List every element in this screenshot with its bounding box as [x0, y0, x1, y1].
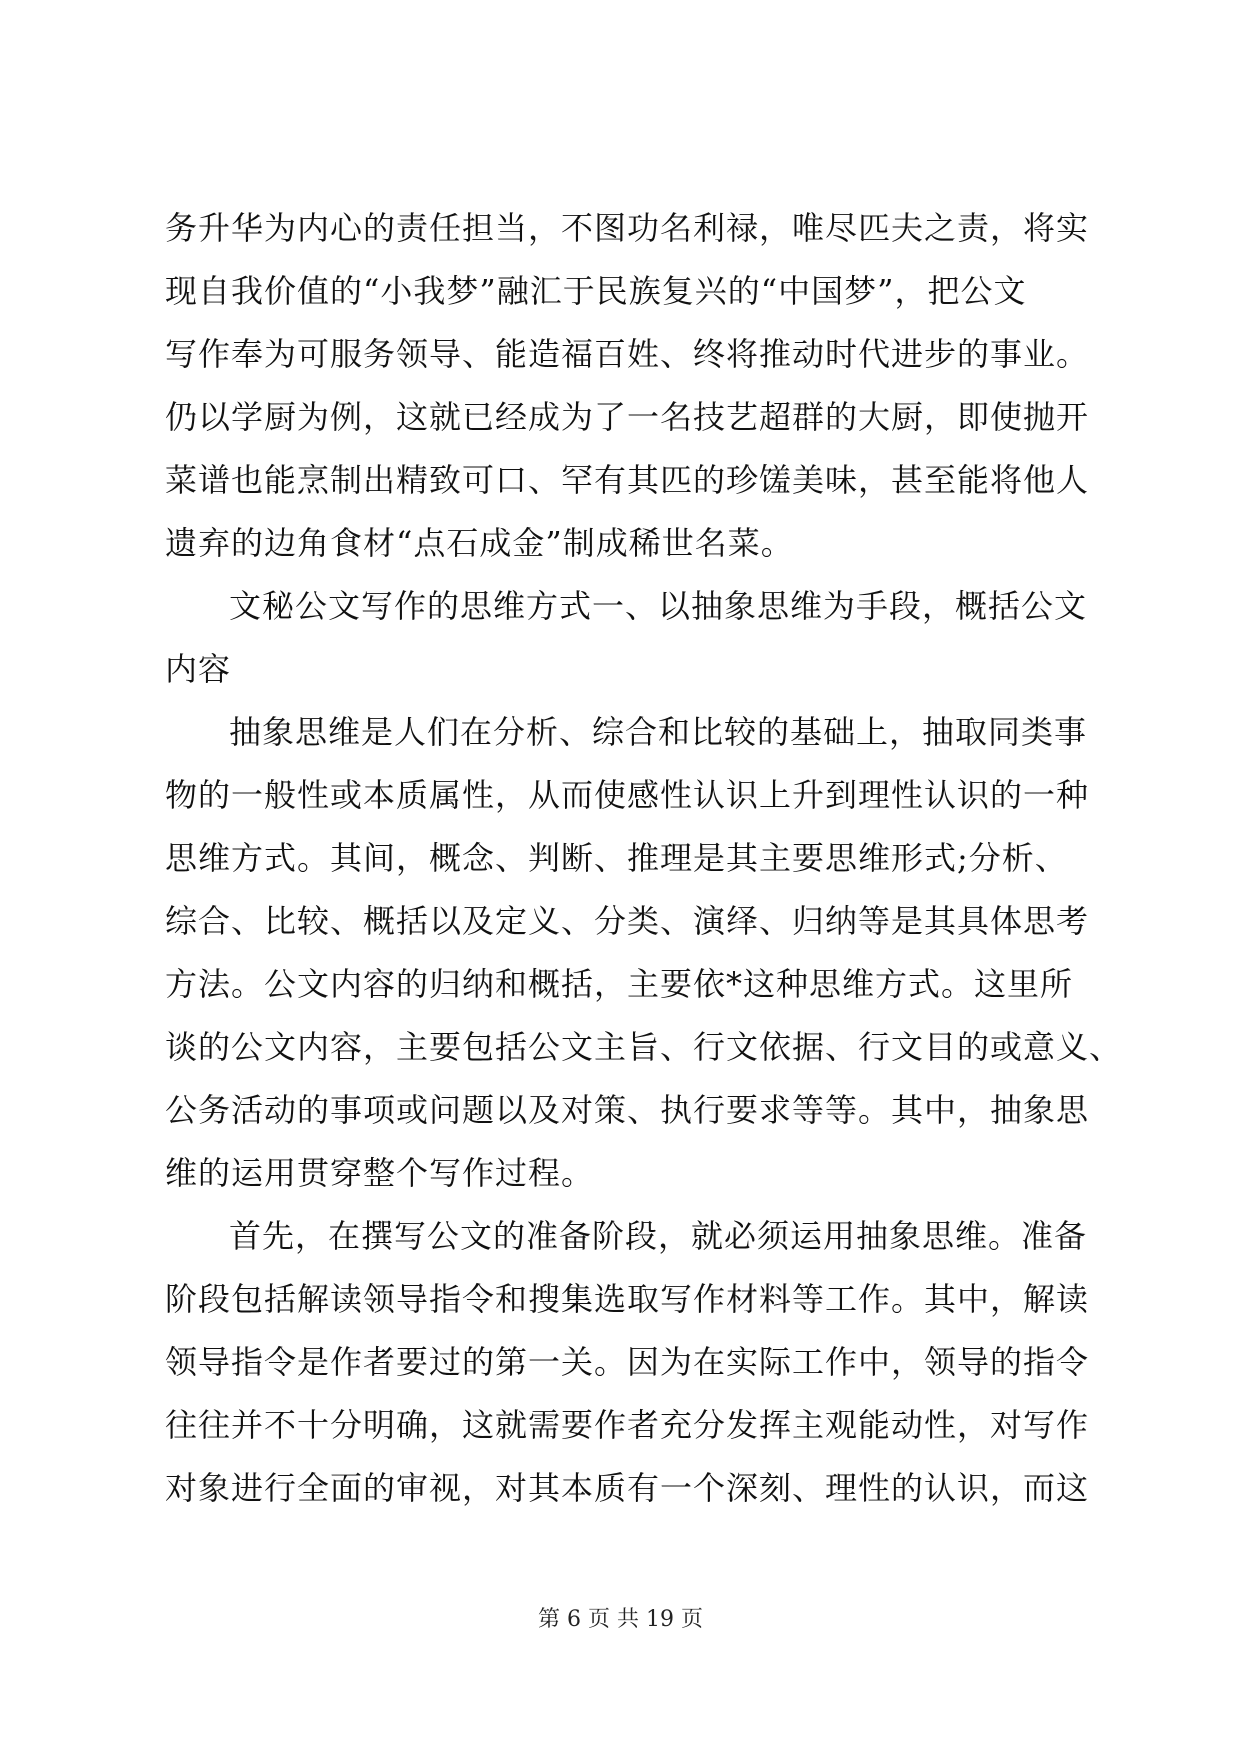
paragraph-heading-line: 内容	[165, 650, 232, 688]
text-line: 抽象思维是人们在分析、综合和比较的基础上，抽取同类事	[229, 713, 1088, 751]
text-line: 综合、比较、概括以及定义、分类、演绎、归纳等是其具体思考	[165, 902, 1090, 940]
page-number-label: 第 6 页 共 19 页	[538, 1607, 703, 1632]
text-line: 对象进行全面的审视，对其本质有一个深刻、理性的认识，而这	[165, 1469, 1090, 1507]
text-line: 方法。公文内容的归纳和概括，主要依*这种思维方式。这里所	[165, 965, 1074, 1003]
text-line: 谈的公文内容，主要包括公文主旨、行文依据、行文目的或意义、	[165, 1028, 1123, 1066]
text-line: 公务活动的事项或问题以及对策、执行要求等等。其中，抽象思	[165, 1091, 1090, 1129]
text-line: 思维方式。其间，概念、判断、推理是其主要思维形式;分析、	[165, 839, 1068, 877]
text-line: 维的运用贯穿整个写作过程。	[165, 1154, 595, 1192]
text-line: 往往并不十分明确，这就需要作者充分发挥主观能动性，对写作	[165, 1406, 1090, 1444]
text-line: 首先，在撰写公文的准备阶段，就必须运用抽象思维。准备	[229, 1217, 1088, 1255]
text-line: 务升华为内心的责任担当，不图功名利禄，唯尽匹夫之责，将实	[165, 209, 1090, 247]
text-line: 遗弃的边角食材“点石成金”制成稀世名菜。	[165, 524, 794, 562]
text-line: 仍以学厨为例，这就已经成为了一名技艺超群的大厨，即使抛开	[165, 398, 1090, 436]
page-footer	[0, 1605, 1241, 1635]
text-line: 写作奉为可服务领导、能造福百姓、终将推动时代进步的事业。	[165, 335, 1090, 373]
text-line: 领导指令是作者要过的第一关。因为在实际工作中，领导的指令	[165, 1343, 1090, 1381]
text-line: 物的一般性或本质属性，从而使感性认识上升到理性认识的一种	[165, 776, 1090, 814]
text-line: 现自我价值的“小我梦”融汇于民族复兴的“中国梦”，把公文	[165, 272, 1027, 310]
text-line: 菜谱也能烹制出精致可口、罕有其匹的珍馐美味，甚至能将他人	[165, 461, 1090, 499]
paragraph-heading-line: 文秘公文写作的思维方式一、以抽象思维为手段，概括公文	[229, 587, 1088, 625]
text-line: 阶段包括解读领导指令和搜集选取写作材料等工作。其中，解读	[165, 1280, 1090, 1318]
